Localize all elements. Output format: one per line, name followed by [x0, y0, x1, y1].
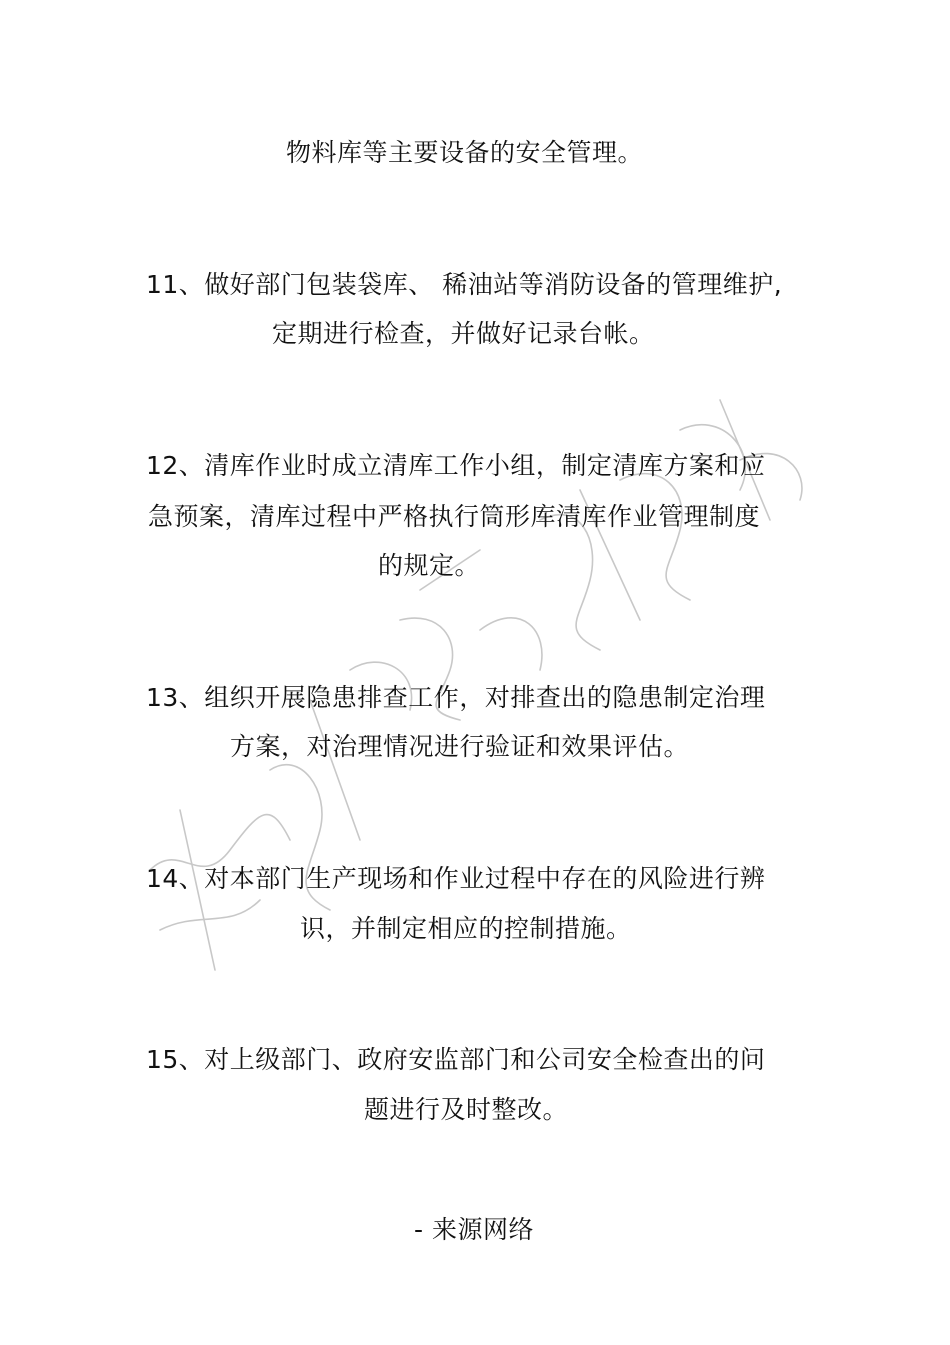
paragraph-line: 15、对上级部门、政府安监部门和公司安全检查出的问: [146, 1045, 766, 1074]
paragraph-line: 急预案，清库过程中严格执行筒形库清库作业管理制度: [148, 502, 761, 531]
paragraph-line: 11、做好部门包装袋库、 稀油站等消防设备的管理维护,: [146, 270, 783, 299]
paragraph-line: 物料库等主要设备的安全管理。: [286, 138, 644, 167]
footer-source: - 来源网络: [414, 1215, 534, 1244]
paragraph-line: 13、组织开展隐患排查工作，对排查出的隐患制定治理: [146, 683, 766, 712]
paragraph-line: 14、对本部门生产现场和作业过程中存在的风险进行辨: [146, 864, 766, 893]
paragraph-line: 的规定。: [378, 551, 481, 580]
paragraph-line: 题进行及时整改。: [364, 1095, 569, 1124]
paragraph-line: 方案，对治理情况进行验证和效果评估。: [230, 732, 690, 761]
paragraph-line: 识，并制定相应的控制措施。: [300, 914, 632, 943]
paragraph-line: 12、清库作业时成立清库工作小组，制定清库方案和应: [146, 451, 766, 480]
paragraph-line: 定期进行检查，并做好记录台帐。: [272, 319, 655, 348]
